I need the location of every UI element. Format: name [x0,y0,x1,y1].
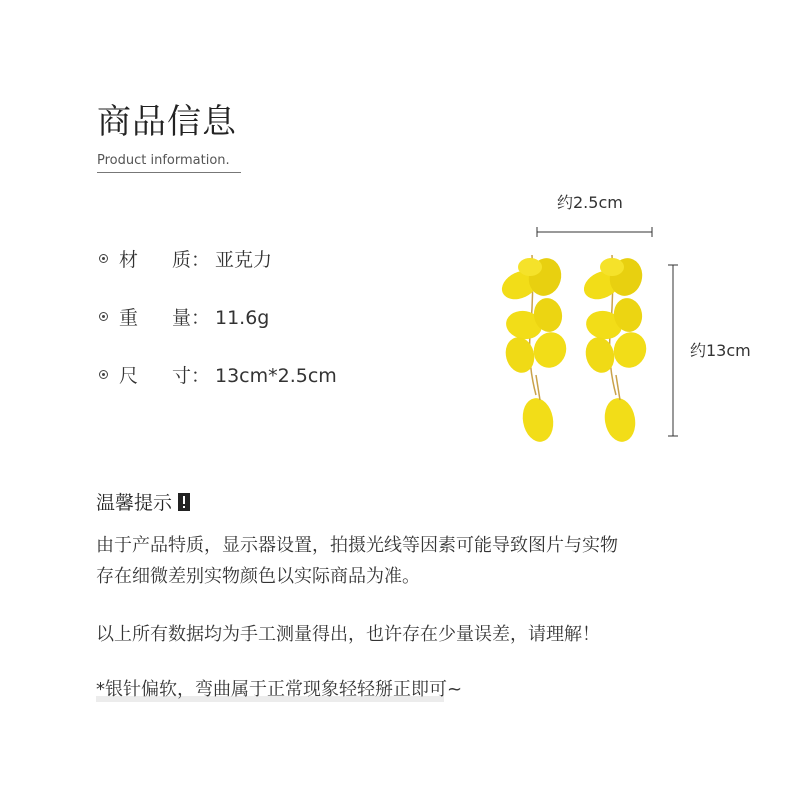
notice-heading [96,490,190,516]
right-earring [579,255,651,445]
height-dimension-label: 约13cm [690,341,751,360]
spec-key-second: 寸： [172,365,211,387]
height-dimension-line [668,265,678,436]
notice-heading-text: 温馨提示 [96,492,173,514]
spec-key-first: 尺 [119,365,139,387]
left-earring [497,255,571,445]
notice-line: 以上所有数据均为手工测量得出，也许存在少量误差，请理解！ [96,624,600,645]
spec-key-second: 量： [172,307,211,329]
width-dimension-label: 约2.5cm [557,193,623,212]
notice-line: *银针偏软，弯曲属于正常现象轻轻掰正即可~ [96,679,463,700]
bullet-icon [99,254,108,263]
notice-line: 由于产品特质，显示器设置，拍摄光线等因素可能导致图片与实物 [96,535,618,556]
spec-value: 13cm*2.5cm [215,365,337,387]
spec-key-second: 质： [172,249,211,271]
spec-value: 亚克力 [215,249,273,271]
spec-key-first: 重 [119,307,139,329]
page-subtitle: Product information. [97,153,230,168]
bullet-icon [99,312,108,321]
notice-line: 存在细微差别实物颜色以实际商品为准。 [96,566,420,587]
width-dimension-line [537,227,652,237]
spec-key-first: 材 [119,249,139,271]
page-title: 商品信息 [97,102,237,142]
subtitle-underline [97,172,241,173]
earring-image [490,185,770,465]
bullet-icon [99,370,108,379]
exclamation-icon [178,493,190,511]
earring-figure [490,185,770,465]
spec-value: 11.6g [215,307,270,329]
